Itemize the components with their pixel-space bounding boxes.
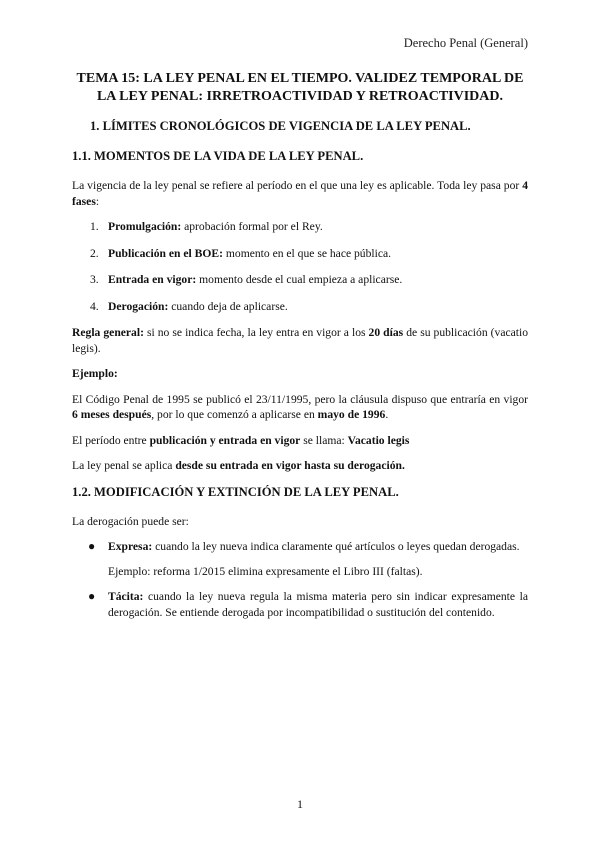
phases-list [72,219,528,314]
derogation-list [72,539,528,620]
section-1-1-heading: 1.1. MOMENTOS DE LA VIDA DE LA LEY PENAL. [72,149,364,163]
list-item: 3. Entrada en vigor: momento desde el cual empieza a aplicarse. [90,273,403,286]
section-1-2-heading: 1.2. MODIFICACIÓN Y EXTINCIÓN DE LA LEY PENAL. [72,484,399,499]
list-item: 2. Publicación en el BOE: momento en el que se hace pública. [90,246,392,260]
running-header: Derecho Penal (General) [403,36,528,50]
list-item: ● Expresa: cuando la ley nueva indica claramente qué artículos o leyes quedan derogadas. Ejemplo: reforma 1/2015 elimina expresamente el Libro III (faltas). [72,539,528,579]
intro-paragraph: La vigencia de la ley penal se refiere al período en el que una ley es aplicable. Toda ley pasa por 4 fases: [72,179,528,208]
bullet-icon: ● [88,539,96,553]
list-item: 1. Promulgación: aprobación formal por el Rey. [90,220,323,233]
section-1-heading: 1. LÍMITES CRONOLÓGICOS DE VIGENCIA DE LA LEY PENAL. [90,119,471,133]
document-title: TEMA 15: LA LEY PENAL EN EL TIEMPO. VALIDEZ TEMPORAL DE LA LEY PENAL: IRRETROACTIVIDAD Y RETROACTIVIDAD. [76,71,524,104]
general-rule-paragraph: Regla general: si no se indica fecha, la ley entra en vigor a los 20 días de su publicación (vacatio legis). [72,326,528,355]
example-note: Ejemplo: reforma 1/2015 elimina expresamente el Libro III (faltas). [108,564,423,578]
list-item: ● Tácita: cuando la ley nueva regula la misma materia pero sin indicar expresamente la derogación. Se entiende derogada por incompatibilidad o sustitución del contenido. [88,589,528,619]
example-paragraph: El Código Penal de 1995 se publicó el 23/11/1995, pero la cláusula dispuso que entraría en vigor 6 meses después, por lo que comenzó a aplicarse en mayo de 1996. [72,392,528,421]
list-item: 4. Derogación: cuando deja de aplicarse. [90,299,288,313]
page-number: 1 [297,797,303,811]
vacatio-paragraph: El período entre publicación y entrada en vigor se llama: Vacatio legis [72,433,410,447]
derogation-intro: La derogación puede ser: [72,514,189,528]
application-paragraph: La ley penal se aplica desde su entrada en vigor hasta su derogación. [72,459,405,472]
bullet-icon: ● [88,589,96,603]
example-label: Ejemplo: [72,367,118,380]
page-content [72,70,528,630]
